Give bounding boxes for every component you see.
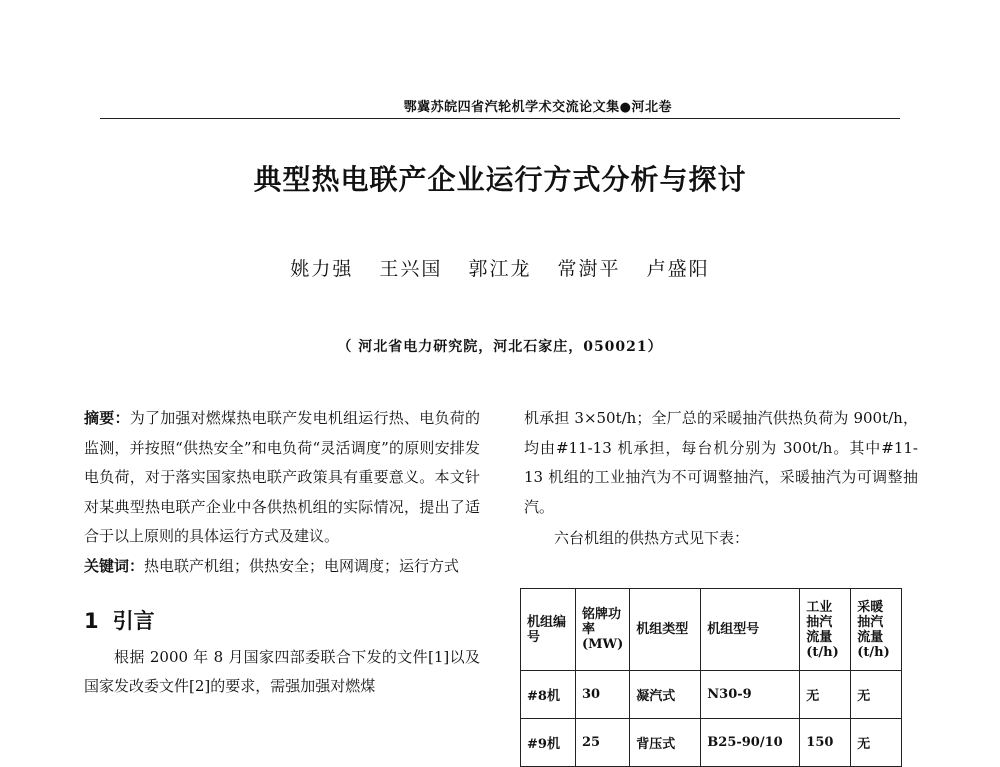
author: 王兴国 [379, 258, 443, 280]
table-cell: 无 [800, 671, 851, 719]
abstract-text: 为了加强对燃煤热电联产发电机组运行热、电负荷的监测，并按照“供热安全”和电负荷“灵活调度”的原则安排发电负荷，对于落实国家热电联产政策具有重要意义。本文针对某典型热电联产企业中各供热机组的实际情况，提出了适合于以上原则的具体运行方式及建议。 [84, 409, 480, 545]
table-row [521, 719, 902, 767]
header-heating-extraction: 采暖抽汽流量(t/h) [851, 589, 902, 671]
right-column [524, 404, 918, 554]
table-cell: 150 [800, 719, 851, 767]
table-cell: 30 [576, 671, 630, 719]
section-title: 引言 [112, 609, 155, 633]
table-cell: N30-9 [701, 671, 800, 719]
section-number: 1 [84, 609, 99, 633]
keywords-text: 热电联产机组；供热安全；电网调度；运行方式 [144, 556, 460, 575]
left-column [84, 404, 480, 701]
author: 姚力强 [290, 258, 354, 280]
author: 郭江龙 [468, 258, 532, 280]
header-rated-power: 铭牌功率(MW) [576, 589, 630, 671]
intro-paragraph: 根据 2000 年 8 月国家四部委联合下发的文件[1]以及国家发改委文件[2]的要求，需强加强对燃煤 [84, 648, 480, 695]
abstract [84, 404, 480, 552]
section-heading [84, 601, 480, 641]
table-row [521, 671, 902, 719]
header-unit-model: 机组型号 [701, 589, 800, 671]
table-cell: 25 [576, 719, 630, 767]
abstract-label: 摘要： [84, 409, 130, 427]
keywords-label: 关键词： [84, 556, 145, 575]
author: 卢盛阳 [646, 258, 710, 280]
paper-title: 典型热电联产企业运行方式分析与探讨 [253, 163, 747, 196]
table-cell: #9机 [521, 719, 576, 767]
table-cell: 背压式 [630, 719, 701, 767]
running-header [100, 92, 900, 119]
table-cell: 无 [851, 719, 902, 767]
table-cell: B25-90/10 [701, 719, 800, 767]
author: 常澍平 [557, 258, 621, 280]
table-intro: 六台机组的供热方式见下表： [554, 529, 750, 547]
running-header-text: 鄂冀苏皖四省汽轮机学术交流论文集●河北卷 [403, 100, 672, 115]
header-industrial-extraction: 工业抽汽流量(t/h) [800, 589, 851, 671]
header-unit-number: 机组编号 [521, 589, 576, 671]
heating-mode-table [520, 588, 902, 767]
table-cell: 凝汽式 [630, 671, 701, 719]
table-cell: #8机 [521, 671, 576, 719]
body-paragraph: 机承担 3×50t/h；全厂总的采暖抽汽供热负荷为 900t/h，均由#11-13 机承担，每台机分别为 300t/h。其中#11-13 机组的工业抽汽为不可调整抽汽，采暖抽汽为可调整抽汽。 [524, 409, 918, 516]
affiliation: （ 河北省电力研究院，河北石家庄，050021） [337, 339, 663, 355]
author-list [0, 254, 1000, 281]
keywords [84, 552, 480, 582]
table-cell: 无 [851, 671, 902, 719]
header-unit-type: 机组类型 [630, 589, 701, 671]
table-header-row [521, 589, 902, 671]
